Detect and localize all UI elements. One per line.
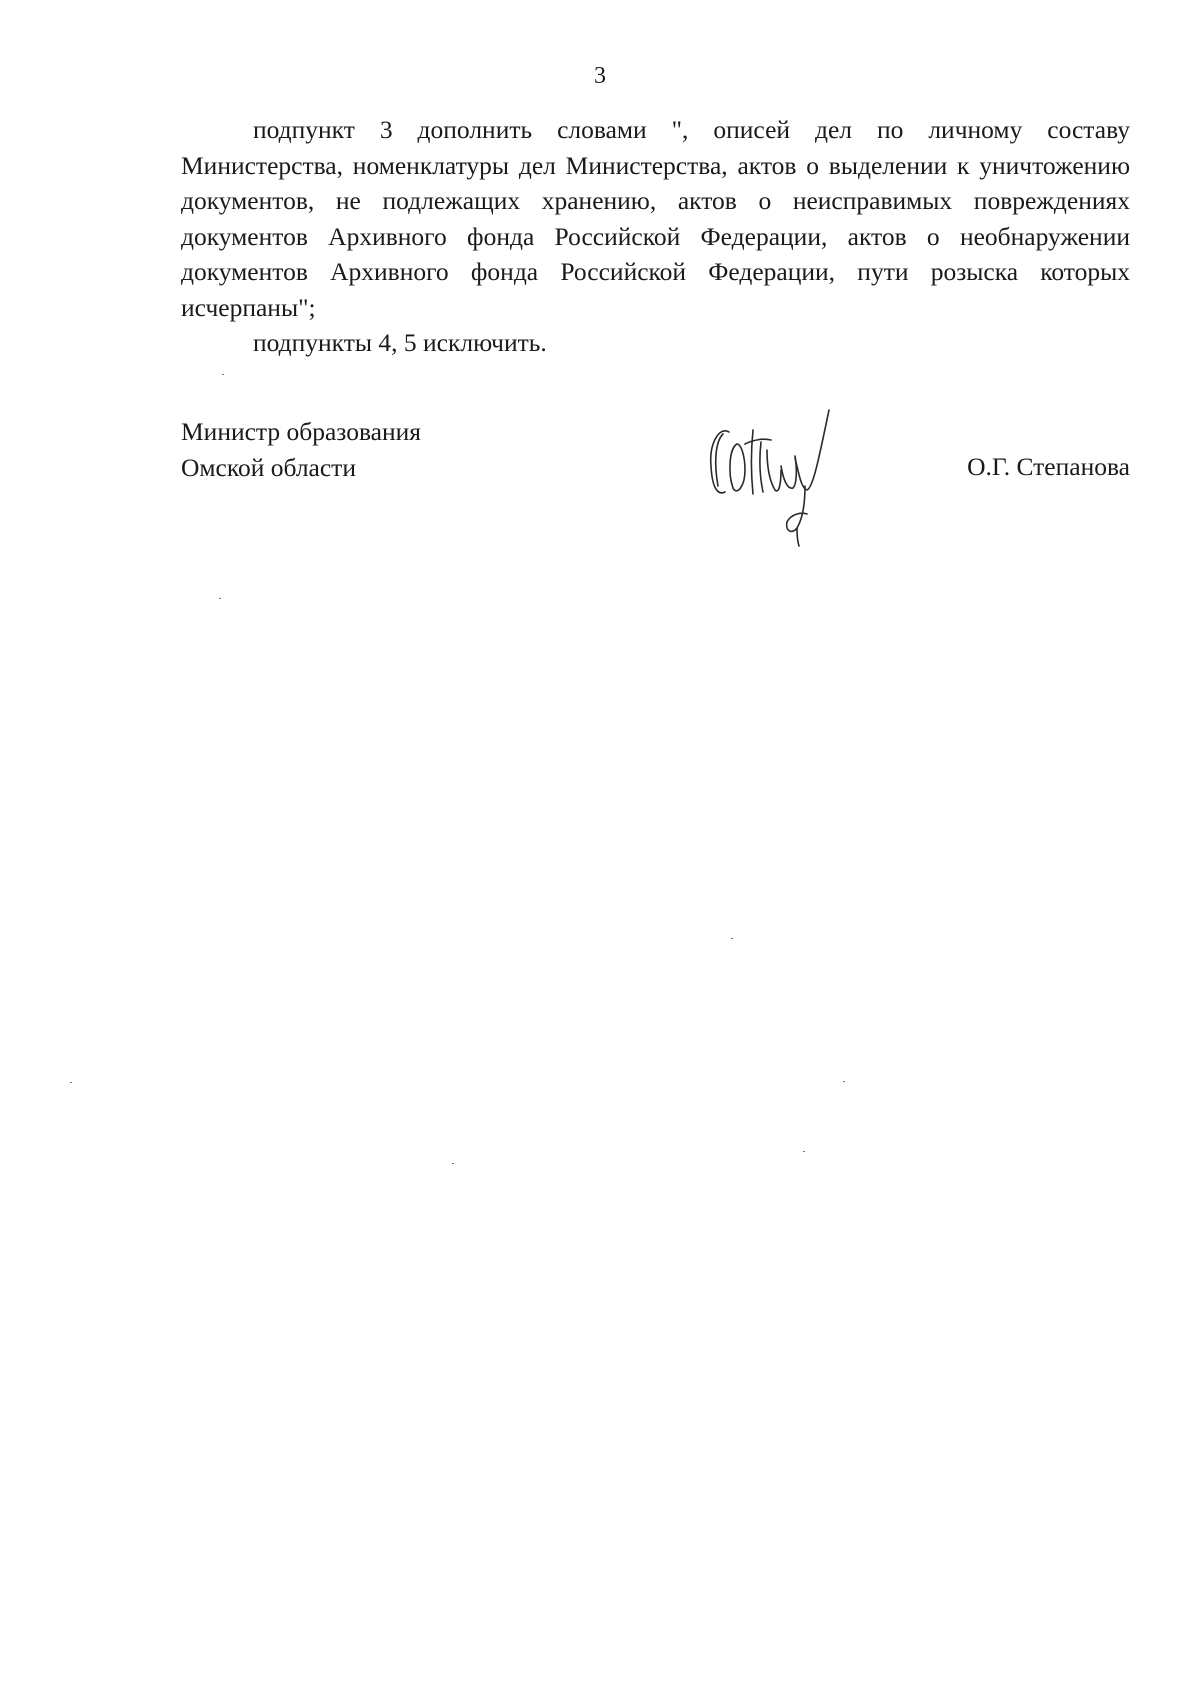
scan-speck (452, 1163, 454, 1164)
document-body (181, 112, 1130, 361)
page-number: 3 (594, 63, 606, 89)
paragraph-exclude-subpoints: подпункты 4, 5 исключить. (253, 328, 547, 357)
scan-speck (222, 374, 224, 375)
signer-position-line-1: Министр образования (181, 417, 422, 446)
scan-speck (843, 1081, 845, 1082)
signer-name: О.Г. Степанова (967, 452, 1130, 481)
scan-speck (731, 938, 733, 939)
scan-speck (803, 1151, 805, 1152)
scan-speck (219, 598, 221, 599)
signer-position (181, 414, 421, 485)
handwritten-signature-icon (701, 404, 851, 549)
signer-position-line-2: Омской области (181, 452, 356, 482)
paragraph-amendment-subpoint-3: подпункт 3 дополнить словами ", описей дел по личному составу Министерства, номенклатуры дел Министерства, актов о выделении к уничтожению документов, не подлежащих хранению, актов о неисправимых повреждениях документов Архивного фонда Российской Федерации, актов о необнаружении документов Архивного фонда Российской Федерации, пути розыска которых исчерпаны"; (181, 115, 1130, 322)
signature-block (181, 414, 1130, 554)
scan-speck (70, 1082, 72, 1083)
